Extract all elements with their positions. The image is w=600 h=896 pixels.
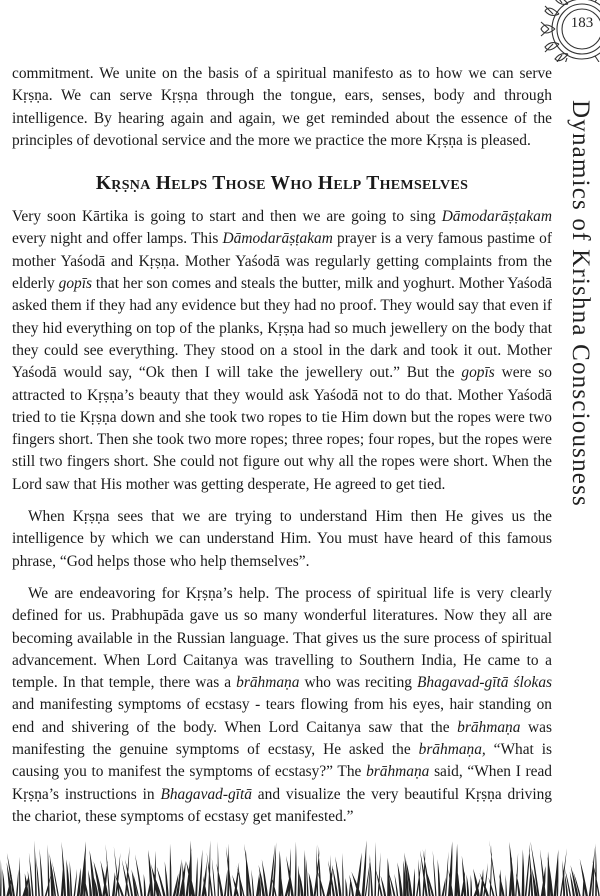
paragraph-caitanya: We are endeavoring for Kṛṣṇa’s help. The process of spiritual life is very clearly defined for us. Prabhupāda gave us so many wonderful literatures. Now they all are becoming available in the Russian language. That gives us the sure process of spiritual advancement. When Lord Caitanya was travelling to Southern India, He came to a temple. In that temple, there was a brāhmaṇa who was reciting Bhagavad-gītā ślokas and manifesting symptoms of ecstasy - tears flowing from his eyes, hair standing on end and shivering of the body. When Lord Caitanya saw that the brāhmaṇa was manifesting the genuine symptoms of ecstasy, He asked the brāhmaṇa, “What is causing you to manifest the symptoms of ecstasy?” The brāhmaṇa said, “When I read Kṛṣṇa’s instructions in Bhagavad-gītā and visualize the very beautiful Kṛṣṇa driving the chariot, these symptoms of ecstasy get manifested.” — [12, 584, 553, 825]
section-heading: Kṛṣṇa Helps Those Who Help Themselves — [95, 173, 469, 195]
page-body — [12, 63, 552, 828]
page-number: 183 — [570, 15, 594, 31]
grass-border-ornament — [0, 838, 600, 896]
grass-blades-icon — [0, 840, 600, 896]
running-title: Dynamics of Krishna Consciousness — [567, 100, 594, 507]
paragraph-damodarastakam: Very soon Kārtika is going to start and then we are going to sing Dāmodarāṣṭakam every night and offer lamps. This Dāmodarāṣṭakam prayer is a very famous pastime of mother Yaśodā and Kṛṣṇa. Mother Yaśodā was regularly getting complaints from the elderly gopīs that her son comes and steals the butter, milk and yoghurt. Mother Yaśodā asked them if they had any evidence but they had no proof. They would say that even if they hid everything on top of the planks, Kṛṣṇa had so much jewellery on the body that they could see everything. They stood on a stool in the dark and took it out. Mother Yaśodā would say, “Ok then I will take the jewellery out.” But the gopīs were so attracted to Kṛṣṇa’s beauty that they would ask Yaśodā not to do that. Mother Yaśodā tried to tie Kṛṣṇa down and she took two ropes to tie Him down but the ropes were two fingers short. Then she took two more ropes; three ropes; four ropes, but the ropes were still two fingers short. She could not figure out why all the ropes were short. When the Lord saw that His mother was getting desperate, He agreed to get tied. — [12, 208, 552, 493]
paragraph-god-helps: When Kṛṣṇa sees that we are trying to understand Him then He gives us the intelligence by which we can understand Him. You must have heard of this famous phrase, “God helps those who help themselves”. — [12, 508, 552, 570]
paragraph-continuation: commitment. We unite on the basis of a spiritual manifesto as to how we can serve Kṛṣṇa. We can serve Kṛṣṇa through the tongue, ears, senses, body and through intelligence. By hearing again and again, we get reminded about the essence of the principles of devotional service and the more we practice the more Kṛṣṇa is pleased. — [12, 65, 552, 149]
